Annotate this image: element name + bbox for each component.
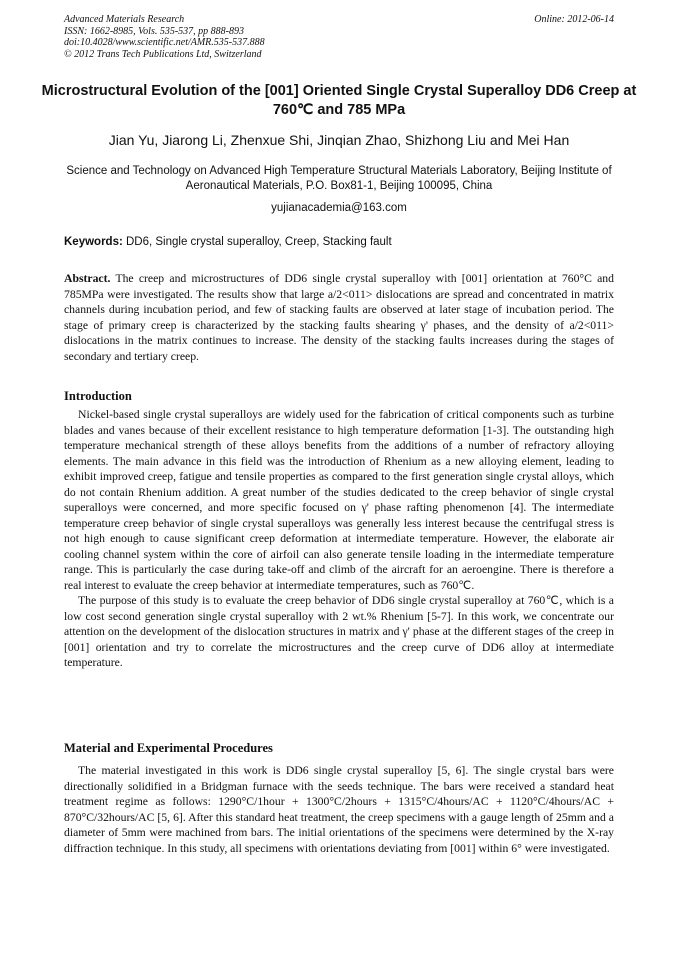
author-list: Jian Yu, Jiarong Li, Zhenxue Shi, Jinqian Zhao, Shizhong Liu and Mei Han [108, 132, 570, 148]
journal-name: Advanced Materials Research [64, 14, 185, 25]
keywords-label: Keywords: [64, 236, 123, 248]
introduction-section [64, 407, 614, 671]
abstract [64, 271, 614, 364]
intro-paragraph-1: Nickel-based single crystal superalloys are widely used for the fabrication of critical components such as turbine blades and vanes because of their excellent resistance to high temperature deformation [1-3]. The outstanding high temperature mechanical strength of these alloys benefits from the additions of a number of refractory alloying elements. The main advance in this field was the introduction of Rhenium as a new alloying element, leading to exhibit improved creep, fatigue and tensile properties as compared to the first generation single crystal alloys, which do not contain Rhenium addition. A great number of the studies dedicated to the creep behavior of single crystal superalloys were concerned, and more specific focused on γ' phase rafting phenomenon [4]. The intermediate temperature creep behavior of single crystal superalloys was generally less interest because the centrifugal stress is not high enough to cause significant creep deformation at intermediate temperature. However, the elaborate air cooling channel system within the core of airfoil can also generate tensile loading in the intermediate temperature range. This is particularly the case during take-off and climb of the aircraft for an aeroengine. There is therefore a real interest to evaluate the creep behavior at intermediate temperatures, such as 760℃. [64, 408, 614, 592]
issn-line: ISSN: 1662-8985, Vols. 535-537, pp 888-893 [64, 25, 244, 37]
section-heading-materials: Material and Experimental Procedures [64, 741, 273, 755]
journal-header [64, 14, 614, 60]
keywords-text: DD6, Single crystal superalloy, Creep, Stacking fault [122, 236, 392, 248]
intro-paragraph-2: The purpose of this study is to evaluate the creep behavior of DD6 single crystal superalloy at 760℃, which is a low cost second generation single crystal superalloy with 2 wt.% Rhenium [5-7]. In this work, we concentrate our attention on the development of the dislocation structures in matrix and γ' phase at the different stages of the creep in [001] orientation and try to correlate the microstructures and the creep curve of DD6 alloy at intermediate temperature. [64, 594, 614, 669]
abstract-text: The creep and microstructures of DD6 single crystal superalloy with [001] orientation at 760°C and 785MPa were investigated. The results show that large a/2<011> dislocations are spread and concentrated in matrix channels during incubation period, and few of stacking faults are observed at later stage of incubation period. The stage of primary creep is characterized by the stacking faults shearing γ' phases, and the density of a/2<011> dislocations in the matrix continues to increase. The density of the stacking faults increases during the stages of secondary and tertiary creep. [64, 272, 614, 363]
doi-line: doi:10.4028/www.scientific.net/AMR.535-537.888 [64, 37, 265, 48]
copyright-line: © 2012 Trans Tech Publications Ltd, Switzerland [64, 48, 262, 60]
materials-paragraph-1: The material investigated in this work is DD6 single crystal superalloy [5, 6]. The single crystal bars were directionally solidified in a Bridgman furnace with the seeds technique. The bars were received a standard heat treatment regime as follows: 1290°C/1hour + 1300°C/2hours + 1315°C/4hours/AC + 1120°C/4hours/AC + 870°C/32hours/AC [5, 6]. After this standard heat treatment, the creep specimens with a gauge length of 25mm and a diameter of 5mm were machined from bars. The initial orientations of the specimens were determined by the X-ray diffraction technique. In this study, all specimens with orientations deviating from [001] within 6° were investigated. [64, 764, 614, 855]
contact-email: yujianacademia@163.com [271, 202, 407, 214]
materials-section [64, 763, 614, 856]
abstract-label: Abstract. [64, 272, 111, 285]
keywords [64, 235, 614, 250]
affiliation: Science and Technology on Advanced High Temperature Structural Materials Laboratory, Beijing Institute of Aeronautical Materials, P.O. Box81-1, Beijing 100095, China [66, 165, 612, 192]
online-date: Online: 2012-06-14 [534, 14, 614, 25]
paper-title: Microstructural Evolution of the [001] Oriented Single Crystal Superalloy DD6 Creep at 760℃ and 785 MPa [41, 83, 637, 118]
section-heading-introduction: Introduction [64, 389, 132, 403]
